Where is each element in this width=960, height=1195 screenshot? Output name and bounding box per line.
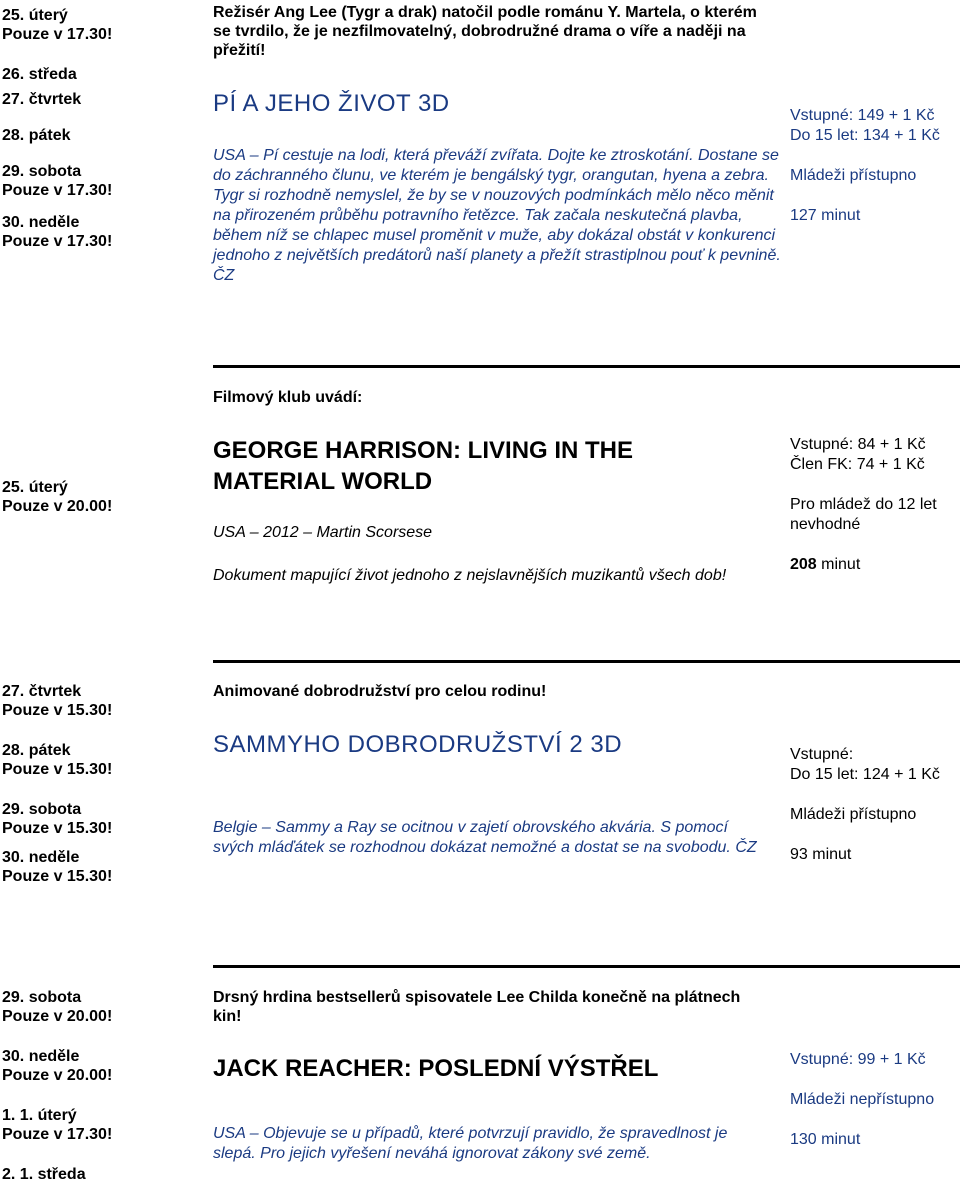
duration: 127 minut [790, 207, 861, 224]
section2-dates [2, 478, 112, 516]
section2-description: Dokument mapující život jednoho z nejslavnějších muzikantů všech dob! [213, 567, 727, 584]
price: Vstupné: [790, 746, 854, 763]
section-divider [213, 965, 960, 968]
date-day: 29. sobota [2, 801, 82, 818]
section3-title: SAMMYHO DOBRODRUŽSTVÍ 2 3D [213, 731, 623, 758]
date-time: Pouze v 17.30! [2, 26, 113, 43]
price-members: Člen FK: 74 + 1 Kč [790, 456, 925, 473]
section1-dates [2, 6, 112, 251]
date-day: 26. středa [2, 66, 77, 83]
date-time: Pouze v 15.30! [2, 702, 113, 719]
price: Vstupné: 99 + 1 Kč [790, 1051, 926, 1068]
section4-meta [790, 1050, 960, 1150]
date-day: 30. neděle [2, 214, 80, 231]
section4-dates [2, 988, 112, 1184]
section1-title: PÍ A JEHO ŽIVOT 3D [213, 90, 450, 117]
date-time: Pouze v 15.30! [2, 868, 113, 885]
section4-description: USA – Objevuje se u případů, které potvrzují pravidlo, že spravedlnost je slepá. Pro jejich vyřešení neváhá ignorovat zákony své země. [213, 1125, 728, 1162]
age-rating: Mládeži nepřístupno [790, 1091, 935, 1108]
date-time: Pouze v 20.00! [2, 1067, 113, 1084]
date-day: 28. pátek [2, 127, 71, 144]
date-day: 2. 1. středa [2, 1166, 86, 1183]
section4-title: JACK REACHER: POSLEDNÍ VÝSTŘEL [213, 1055, 659, 1082]
duration-number: 208 [790, 556, 817, 573]
section2-origin: USA – 2012 – Martin Scorsese [213, 524, 433, 541]
section2-title: GEORGE HARRISON: LIVING IN THE MATERIAL WORLD [213, 437, 634, 495]
age-rating: Pro mládež do 12 let nevhodné [790, 496, 937, 533]
section3-intro: Animované dobrodružství pro celou rodinu! [213, 683, 547, 700]
section4-intro: Drsný hrdina bestsellerů spisovatele Lee Childa konečně na plátnech kin! [213, 989, 741, 1025]
section2-intro: Filmový klub uvádí: [213, 389, 363, 406]
date-time: Pouze v 17.30! [2, 182, 113, 199]
section2-meta [790, 435, 960, 575]
age-rating: Mládeži přístupno [790, 806, 917, 823]
age-rating: Mládeži přístupno [790, 167, 917, 184]
duration: 93 minut [790, 846, 852, 863]
duration: 130 minut [790, 1131, 861, 1148]
price: Vstupné: 84 + 1 Kč [790, 436, 926, 453]
section-divider [213, 365, 960, 368]
date-time: Pouze v 17.30! [2, 1126, 113, 1143]
section1-intro: Režisér Ang Lee (Tygr a drak) natočil podle románu Y. Martela, o kterém se tvrdilo, že je nezfilmovatelný, dobrodružné drama o víře a naději na přežití! [213, 4, 757, 59]
price-children: Do 15 let: 124 + 1 Kč [790, 766, 940, 783]
date-day: 30. neděle [2, 1048, 80, 1065]
section1-description: USA – Pí cestuje na lodi, která převáží zvířata. Dojte ke ztroskotání. Dostane se do záchranného člunu, ve kterém je bengálský tygr, orangutan, hyena a zebra. Tygr si rozhodně nemyslel, že by se v nouzových podmínkách mělo něco měnit na přirozeném průběhu potravního řetězce. Tak začala neskutečná plavba, během níž se chlapec musel proměnit v muže, aby dokázal obstát v konkurenci jednoho z největších predátorů naší planety a přežít strastiplnou pouť k pevnině. ČZ [213, 147, 781, 284]
section-divider [213, 660, 960, 663]
date-time: Pouze v 15.30! [2, 761, 113, 778]
date-day: 27. čtvrtek [2, 683, 82, 700]
duration [790, 555, 960, 575]
date-day: 27. čtvrtek [2, 91, 82, 108]
section1-meta [790, 106, 960, 226]
date-day: 28. pátek [2, 742, 71, 759]
section3-meta [790, 745, 960, 865]
date-time: Pouze v 20.00! [2, 1008, 113, 1025]
date-day: 29. sobota [2, 989, 82, 1006]
price-children: Do 15 let: 134 + 1 Kč [790, 127, 940, 144]
duration-unit: minut [816, 556, 861, 573]
date-day: 25. úterý [2, 479, 68, 496]
section3-description: Belgie – Sammy a Ray se ocitnou v zajetí obrovského akvária. S pomocí svých mláďátek se rozhodnou dokázat nemožné a dostat se na svobodu. ČZ [213, 819, 757, 856]
date-day: 25. úterý [2, 7, 68, 24]
date-time: Pouze v 15.30! [2, 820, 113, 837]
date-time: Pouze v 20.00! [2, 498, 113, 515]
date-time: Pouze v 17.30! [2, 233, 113, 250]
date-day: 29. sobota [2, 163, 82, 180]
date-day: 30. neděle [2, 849, 80, 866]
date-day: 1. 1. úterý [2, 1107, 77, 1124]
section3-dates [2, 682, 112, 886]
price: Vstupné: 149 + 1 Kč [790, 107, 935, 124]
